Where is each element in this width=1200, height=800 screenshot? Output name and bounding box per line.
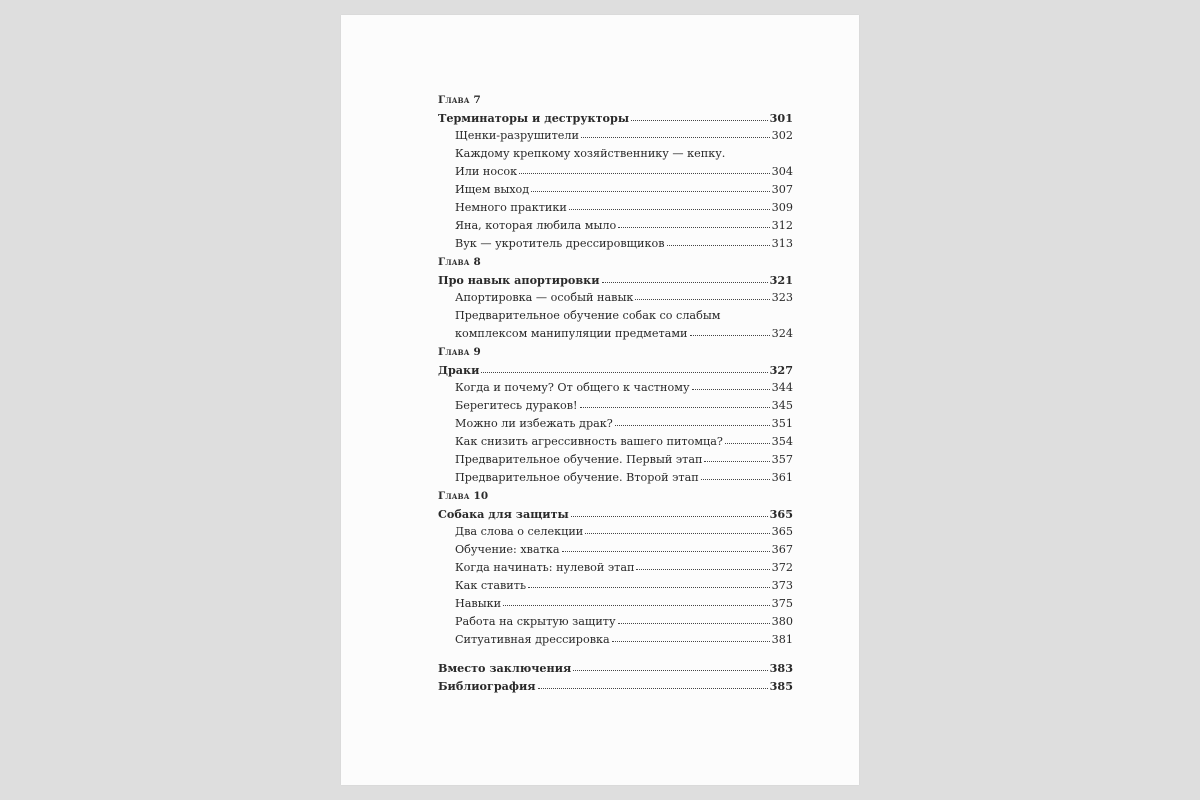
toc-entry (438, 199, 793, 217)
entry-title: Вместо заключения (438, 661, 572, 675)
entry-title: Терминаторы и деструкторы (438, 111, 630, 125)
toc-end-entry (438, 677, 793, 695)
entry-title: Библиография (438, 679, 536, 693)
entry-page: 354 (771, 435, 793, 448)
toc-chapter-entry (438, 109, 793, 127)
dot-leader (612, 641, 770, 642)
entry-title: комплексом манипуляции предметами (455, 327, 688, 340)
entry-page: 372 (771, 561, 793, 574)
dot-leader (690, 335, 770, 336)
toc-end-entry (438, 659, 793, 677)
toc-chapter-entry (438, 361, 793, 379)
toc-entry (438, 397, 793, 415)
entry-title: Работа на скрытую защиту (455, 615, 616, 628)
entry-title: Навыки (455, 597, 502, 610)
entry-title: Берегитесь дураков! (455, 399, 578, 412)
entry-title: Про навык апортировки (438, 273, 600, 287)
spacer (438, 649, 793, 659)
chapter-label (438, 487, 793, 505)
entry-page: 365 (769, 507, 793, 521)
toc-entry (438, 559, 793, 577)
dot-leader (636, 569, 769, 570)
toc-entry (438, 523, 793, 541)
entry-title: Ищем выход (455, 183, 530, 196)
dot-leader (704, 461, 769, 462)
entry-title: Предварительное обучение собак со слабым (455, 309, 721, 322)
entry-page: 312 (771, 219, 793, 232)
entry-title: Обучение: хватка (455, 543, 560, 556)
entry-title: Каждому крепкому хозяйственнику — кепку. (455, 147, 726, 160)
chapter-label-text: Глава 10 (438, 490, 489, 502)
entry-title: Собака для защиты (438, 507, 569, 521)
entry-page: 365 (771, 525, 793, 538)
dot-leader (571, 516, 768, 517)
chapter-label-text: Глава 9 (438, 346, 481, 358)
entry-page: 304 (771, 165, 793, 178)
dot-leader (481, 372, 767, 373)
entry-page: 381 (771, 633, 793, 646)
entry-page: 313 (771, 237, 793, 250)
entry-page: 375 (771, 597, 793, 610)
entry-page: 327 (769, 363, 793, 377)
entry-page: 323 (771, 291, 793, 304)
dot-leader (618, 623, 770, 624)
entry-page: 302 (771, 129, 793, 142)
entry-title: Щенки-разрушители (455, 129, 579, 142)
toc-entry (438, 127, 793, 145)
entry-title: Два слова о селекции (455, 525, 584, 538)
entry-page: 321 (769, 273, 793, 287)
chapter-label (438, 253, 793, 271)
entry-page: 309 (771, 201, 793, 214)
entry-title: Яна, которая любила мыло (455, 219, 617, 232)
dot-leader (519, 173, 770, 174)
dot-leader (573, 670, 767, 671)
chapter-label (438, 343, 793, 361)
entry-page: 301 (769, 111, 793, 125)
entry-page: 344 (771, 381, 793, 394)
dot-leader (531, 191, 769, 192)
entry-title: Когда начинать: нулевой этап (455, 561, 635, 574)
toc-entry (438, 541, 793, 559)
toc-entry (438, 613, 793, 631)
toc-entry (438, 289, 793, 307)
entry-title: Драки (438, 363, 480, 377)
dot-leader (580, 407, 770, 408)
entry-page: 307 (771, 183, 793, 196)
dot-leader (503, 605, 770, 606)
toc-chapter-entry (438, 505, 793, 523)
chapter-label-text: Глава 7 (438, 94, 481, 106)
entry-title: Апортировка — особый навык (455, 291, 634, 304)
toc-entry (438, 325, 793, 343)
dot-leader (618, 227, 769, 228)
dot-leader (631, 120, 768, 121)
toc-chapter-entry (438, 271, 793, 289)
entry-title: Предварительное обучение. Второй этап (455, 471, 699, 484)
dot-leader (562, 551, 770, 552)
entry-title: Немного практики (455, 201, 567, 214)
entry-page: 367 (771, 543, 793, 556)
entry-page: 345 (771, 399, 793, 412)
entry-page: 383 (769, 661, 793, 675)
entry-title: Ситуативная дрессировка (455, 633, 610, 646)
entry-page: 351 (771, 417, 793, 430)
dot-leader (585, 533, 769, 534)
entry-title: Как снизить агрессивность вашего питомца? (455, 435, 723, 448)
dot-leader (667, 245, 770, 246)
entry-page: 361 (771, 471, 793, 484)
toc-entry (438, 379, 793, 397)
entry-page: 373 (771, 579, 793, 592)
toc-entry (438, 415, 793, 433)
toc-entry (438, 145, 793, 163)
entry-page: 324 (771, 327, 793, 340)
entry-page: 380 (771, 615, 793, 628)
entry-title: Как ставить (455, 579, 527, 592)
toc-entry (438, 595, 793, 613)
dot-leader (528, 587, 770, 588)
toc-entry (438, 217, 793, 235)
toc-entry (438, 433, 793, 451)
dot-leader (692, 389, 770, 390)
table-of-contents (438, 91, 793, 695)
dot-leader (701, 479, 770, 480)
chapter-label (438, 91, 793, 109)
entry-title: Когда и почему? От общего к частному (455, 381, 690, 394)
book-page (341, 15, 859, 785)
entry-title: Вук — укротитель дрессировщиков (455, 237, 665, 250)
toc-entry (438, 631, 793, 649)
dot-leader (615, 425, 770, 426)
chapter-label-text: Глава 8 (438, 256, 481, 268)
dot-leader (725, 443, 770, 444)
entry-title: Предварительное обучение. Первый этап (455, 453, 703, 466)
entry-page: 385 (769, 679, 793, 693)
dot-leader (581, 137, 770, 138)
dot-leader (569, 209, 770, 210)
toc-entry (438, 307, 793, 325)
toc-entry (438, 451, 793, 469)
entry-title: Можно ли избежать драк? (455, 417, 613, 430)
dot-leader (635, 299, 769, 300)
toc-entry (438, 163, 793, 181)
toc-entry (438, 577, 793, 595)
dot-leader (602, 282, 768, 283)
toc-entry (438, 181, 793, 199)
toc-entry (438, 469, 793, 487)
dot-leader (538, 688, 768, 689)
entry-title: Или носок (455, 165, 518, 178)
toc-entry (438, 235, 793, 253)
entry-page: 357 (771, 453, 793, 466)
